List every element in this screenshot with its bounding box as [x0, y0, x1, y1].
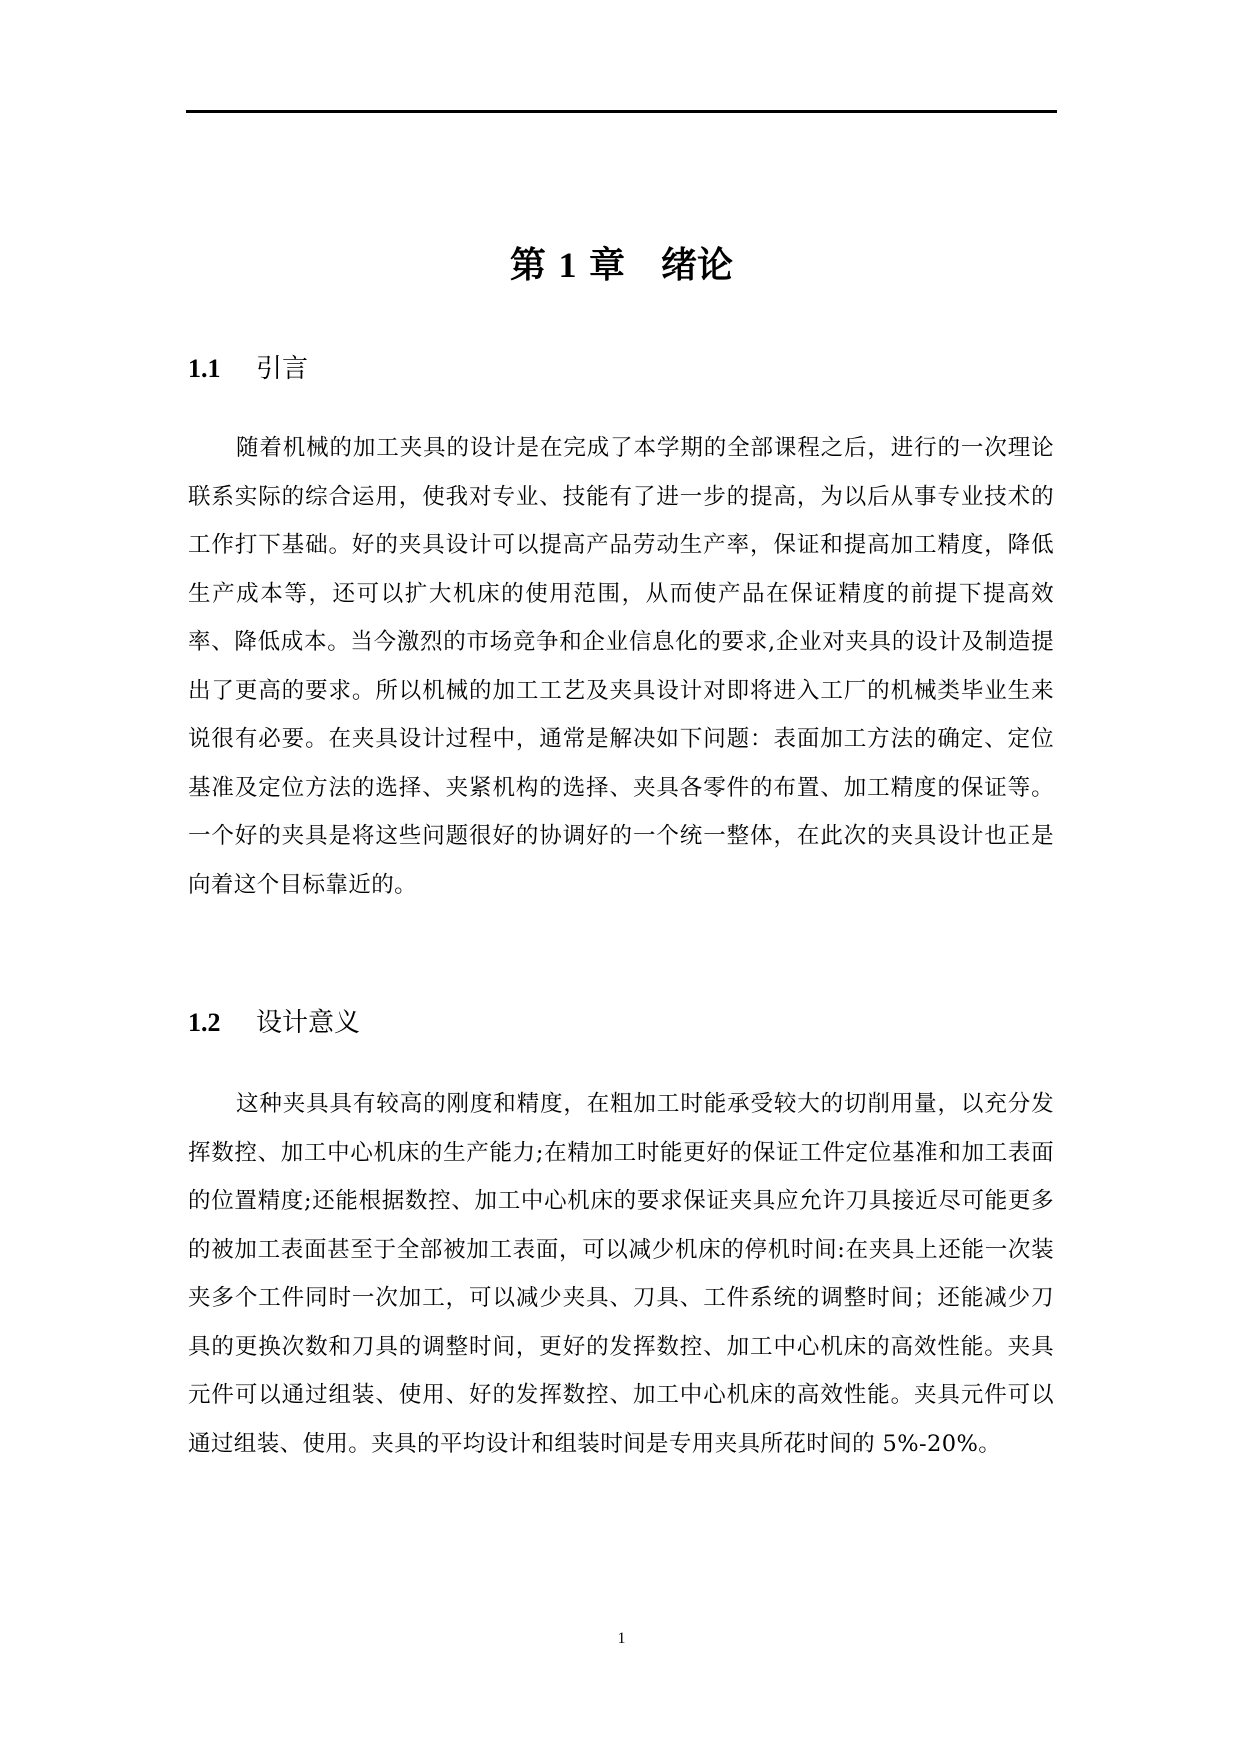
section-number: 1.1 — [188, 354, 221, 383]
section-title: 设计意义 — [256, 1008, 361, 1038]
chapter-title-text: 绪论 — [661, 245, 734, 286]
section-heading-1-1 — [188, 349, 308, 389]
section-number: 1.2 — [188, 1008, 221, 1037]
section-1-1-paragraph: 随着机械的加工夹具的设计是在完成了本学期的全部课程之后，进行的一次理论联系实际的综合运用，使我对专业、技能有了进一步的提高，为以后从事专业技术的工作打下基础。好的夹具设计可以提高产品劳动生产率，保证和提高加工精度，降低生产成本等，还可以扩大机床的使用范围，从而使产品在保证精度的前提下提高效率、降低成本。当今激烈的市场竞争和企业信息化的要求,企业对夹具的设计及制造提出了更高的要求。所以机械的加工工艺及夹具设计对即将进入工厂的机械类毕业生来说很有必要。在夹具设计过程中，通常是解决如下问题：表面加工方法的确定、定位基准及定位方法的选择、夹紧机构的选择、夹具各零件的布置、加工精度的保证等。一个好的夹具是将这些问题很好的协调好的一个统一整体，在此次的夹具设计也正是向着这个目标靠近的。 — [188, 435, 1054, 898]
page-number: 1 — [617, 1630, 626, 1647]
chapter-title — [186, 238, 1057, 293]
section-1-2-paragraph: 这种夹具具有较高的刚度和精度，在粗加工时能承受较大的切削用量，以充分发挥数控、加工中心机床的生产能力;在精加工时能更好的保证工件定位基准和加工表面的位置精度;还能根据数控、加工中心机床的要求保证夹具应允许刀具接近尽可能更多的被加工表面甚至于全部被加工表面，可以减少机床的停机时间:在夹具上还能一次装夹多个工件同时一次加工，可以减少夹具、刀具、工件系统的调整时间；还能减少刀具的更换次数和刀具的调整时间，更好的发挥数控、加工中心机床的高效性能。夹具元件可以通过组装、使用、好的发挥数控、加工中心机床的高效性能。夹具元件可以通过组装、使用。夹具的平均设计和组装时间是专用夹具所花时间的 5%-20%。 — [188, 1091, 1054, 1457]
chapter-number-suffix: 章 — [589, 245, 626, 286]
chapter-number-prefix: 第 — [509, 245, 546, 286]
section-title: 引言 — [256, 354, 309, 384]
chapter-number: 1 — [558, 245, 577, 285]
header-rule — [186, 110, 1057, 113]
section-heading-1-2 — [188, 1003, 360, 1043]
